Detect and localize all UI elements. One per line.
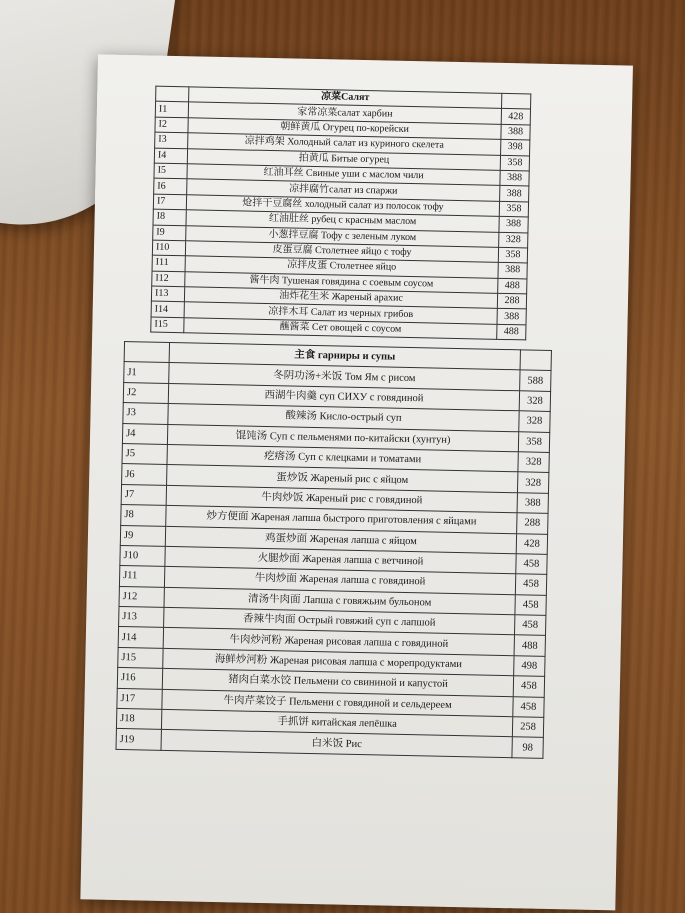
item-price: 488 bbox=[497, 324, 526, 340]
item-price: 388 bbox=[517, 493, 548, 514]
item-name: 牛肉芹菜饺子 Пельмени с говядиной и сельдереем bbox=[162, 689, 513, 717]
item-name: 拍黄瓜 Битые огурец bbox=[187, 148, 500, 170]
item-name: 凉拌鸡架 Холодный салат из куриного скелета bbox=[188, 133, 501, 155]
item-price: 358 bbox=[500, 155, 529, 171]
item-price: 458 bbox=[514, 615, 545, 636]
item-code: J18 bbox=[116, 708, 161, 729]
item-price: 388 bbox=[501, 124, 530, 140]
item-name: 家常凉菜салат харбин bbox=[188, 102, 501, 124]
item-price: 388 bbox=[499, 216, 528, 232]
item-price: 328 bbox=[519, 391, 550, 412]
salad-section-title: 凉菜Салят bbox=[189, 87, 502, 109]
item-name: 清汤牛肉面 Лапша с говяжьим бульоном bbox=[164, 587, 515, 615]
item-price: 258 bbox=[512, 717, 543, 738]
item-code: J11 bbox=[119, 566, 164, 587]
header-price-cell bbox=[502, 93, 531, 109]
item-name: 炝拌干豆腐丝 холодный салат из полосок тофу bbox=[186, 195, 499, 217]
item-name: 朝鲜黄瓜 Огурец по-корейски bbox=[188, 118, 501, 140]
item-code: J17 bbox=[117, 688, 162, 709]
item-code: J1 bbox=[124, 362, 169, 383]
header-code-cell bbox=[156, 86, 189, 102]
item-code: J15 bbox=[118, 647, 163, 668]
item-name: 红油肚丝 рубец с красным маслом bbox=[186, 210, 499, 232]
menu-sheet bbox=[80, 54, 633, 910]
item-code: J8 bbox=[121, 505, 166, 526]
item-code: J2 bbox=[123, 382, 168, 403]
item-code: I12 bbox=[152, 271, 185, 287]
item-code: J16 bbox=[117, 668, 162, 689]
item-code: I11 bbox=[152, 255, 185, 271]
item-name: 蘸酱菜 Сет овощей с соусом bbox=[184, 318, 497, 340]
item-price: 458 bbox=[516, 554, 547, 575]
item-name: 蛋炒饭 Жареный рис с яйцом bbox=[167, 465, 518, 493]
item-name: 疙瘩汤 Суп с клецками и томатами bbox=[167, 444, 518, 472]
item-price: 488 bbox=[498, 278, 527, 294]
item-name: 小葱拌豆腐 Тофу с зеленым луком bbox=[186, 225, 499, 247]
item-price: 428 bbox=[516, 533, 547, 554]
item-price: 388 bbox=[500, 186, 529, 202]
item-price: 458 bbox=[515, 574, 546, 595]
item-code: I3 bbox=[155, 132, 188, 148]
item-code: J3 bbox=[123, 403, 168, 424]
item-code: I4 bbox=[154, 148, 187, 164]
item-code: I14 bbox=[151, 302, 184, 318]
item-code: J4 bbox=[122, 423, 167, 444]
item-name: 油炸花生米 Жареный арахис bbox=[184, 287, 497, 309]
item-price: 358 bbox=[499, 201, 528, 217]
item-price: 428 bbox=[501, 109, 530, 125]
item-price: 288 bbox=[497, 293, 526, 309]
item-name: 凉拌皮蛋 Столетнее яйцо bbox=[185, 256, 498, 278]
item-name: 火腿炒面 Жареная лапша с ветчиной bbox=[165, 546, 516, 574]
item-code: I2 bbox=[155, 117, 188, 133]
item-code: J13 bbox=[119, 607, 164, 628]
item-price: 488 bbox=[514, 635, 545, 656]
item-code: I13 bbox=[151, 286, 184, 302]
item-code: J10 bbox=[120, 545, 165, 566]
item-code: J9 bbox=[120, 525, 165, 546]
item-price: 328 bbox=[517, 472, 548, 493]
salad-table-body bbox=[151, 86, 531, 340]
mains-section-title: 主食 гарниры и супы bbox=[169, 342, 520, 370]
item-name: 冬阴功汤+米饭 Том Ям с рисом bbox=[169, 363, 520, 391]
item-price: 388 bbox=[500, 170, 529, 186]
item-code: I8 bbox=[153, 209, 186, 225]
item-price: 328 bbox=[519, 411, 550, 432]
item-code: I1 bbox=[155, 102, 188, 118]
mains-table bbox=[116, 341, 552, 759]
mains-table-body bbox=[116, 342, 551, 759]
header-code-cell bbox=[124, 342, 169, 363]
item-name: 猪肉白菜水饺 Пельмени со свининой и капустой bbox=[162, 669, 513, 697]
salad-table bbox=[150, 86, 531, 341]
item-code: I5 bbox=[154, 163, 187, 179]
item-name: 白米饭 Рис bbox=[161, 730, 512, 758]
item-code: J6 bbox=[122, 464, 167, 485]
item-price: 398 bbox=[501, 140, 530, 156]
item-price: 458 bbox=[515, 594, 546, 615]
header-price-cell bbox=[520, 350, 551, 371]
item-name: 手抓饼 китайская лепёшка bbox=[161, 709, 512, 737]
item-name: 酸辣汤 Кисло-острый суп bbox=[168, 404, 519, 432]
item-price: 98 bbox=[512, 737, 543, 758]
item-name: 牛肉炒面 Жареная лапша с говядиной bbox=[164, 567, 515, 595]
item-code: I10 bbox=[152, 240, 185, 256]
item-name: 凉拌腐竹салат из спаржи bbox=[187, 179, 500, 201]
item-price: 358 bbox=[498, 247, 527, 263]
item-code: J7 bbox=[121, 484, 166, 505]
item-price: 328 bbox=[499, 232, 528, 248]
item-name: 炒方便面 Жареная лапша быстрого приготовления с яйцами bbox=[166, 506, 517, 534]
item-name: 馄饨汤 Суп с пельменями по-китайски (хунтун) bbox=[167, 424, 518, 452]
item-name: 西湖牛肉羹 суп СИХУ с говядиной bbox=[168, 383, 519, 411]
item-code: J14 bbox=[118, 627, 163, 648]
item-name: 皮蛋豆腐 Столетнее яйцо с тофу bbox=[185, 241, 498, 263]
item-price: 388 bbox=[497, 309, 526, 325]
item-name: 海鲜炒河粉 Жареная рисовая лапша с морепродуктами bbox=[163, 648, 514, 676]
item-name: 牛肉炒饭 Жареный рис с говядиной bbox=[166, 485, 517, 513]
item-name: 牛肉炒河粉 Жареная рисовая лапша с говядиной bbox=[163, 628, 514, 656]
item-price: 288 bbox=[517, 513, 548, 534]
item-price: 458 bbox=[513, 696, 544, 717]
item-price: 388 bbox=[498, 263, 527, 279]
item-code: J5 bbox=[122, 443, 167, 464]
item-name: 酱牛肉 Тушеная говядина с соевым соусом bbox=[185, 271, 498, 293]
item-code: I6 bbox=[154, 178, 187, 194]
item-code: J12 bbox=[119, 586, 164, 607]
item-price: 458 bbox=[513, 676, 544, 697]
item-code: I9 bbox=[153, 225, 186, 241]
item-name: 红油耳丝 Свиные уши с маслом чили bbox=[187, 164, 500, 186]
item-name: 香辣牛肉面 Острый говяжий суп с лапшой bbox=[164, 607, 515, 635]
item-code: I7 bbox=[153, 194, 186, 210]
item-price: 498 bbox=[514, 656, 545, 677]
item-name: 凉拌木耳 Салат из черных грибов bbox=[184, 302, 497, 324]
item-price: 588 bbox=[520, 370, 551, 391]
item-price: 328 bbox=[518, 452, 549, 473]
item-name: 鸡蛋炒面 Жареная лапша с яйцом bbox=[165, 526, 516, 554]
item-code: J19 bbox=[116, 729, 161, 750]
item-price: 358 bbox=[518, 431, 549, 452]
item-code: I15 bbox=[151, 317, 184, 333]
